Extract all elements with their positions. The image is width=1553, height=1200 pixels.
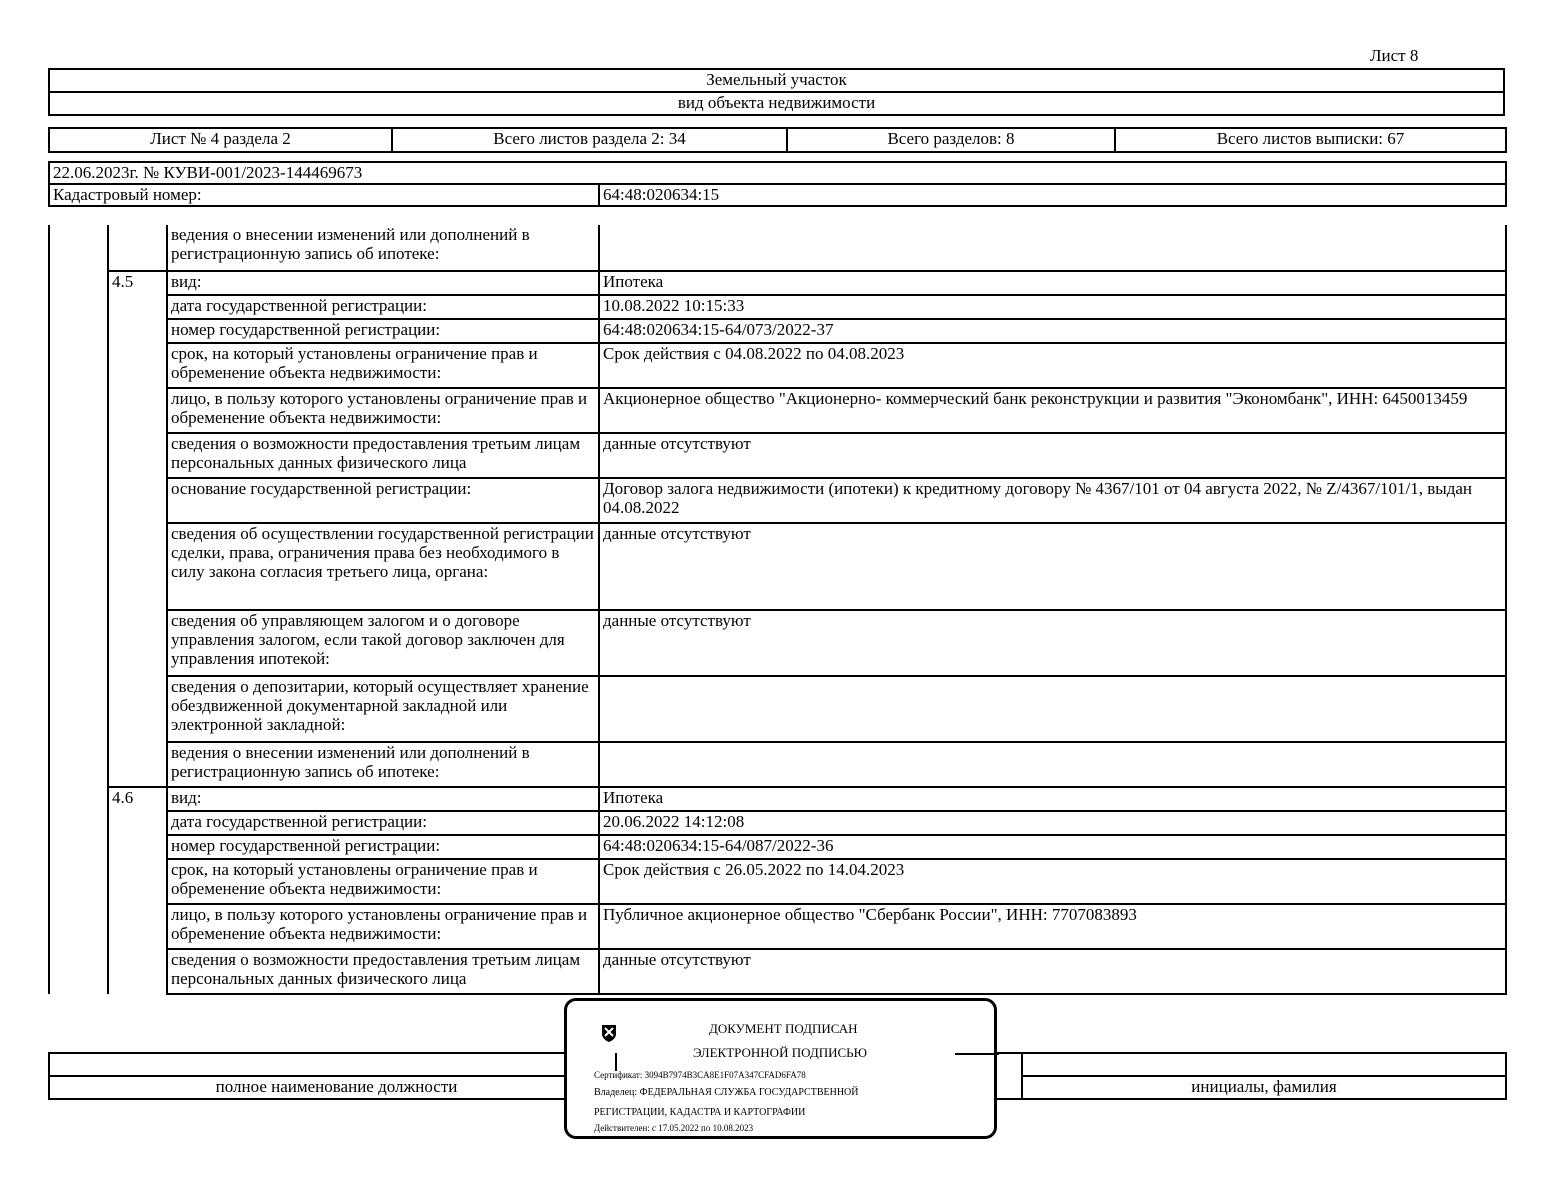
field-value: 10.08.2022 10:15:33 [599, 295, 1506, 319]
table-row [49, 295, 1506, 319]
field-label: сведения о возможности предоставления третьим лицам персональных данных физического лица [167, 433, 599, 478]
field-label: вид: [167, 787, 599, 811]
table-row [49, 388, 1506, 433]
table-row [49, 319, 1506, 343]
field-label: номер государственной регистрации: [167, 835, 599, 859]
table-row [49, 859, 1506, 904]
field-value: Срок действия с 26.05.2022 по 14.04.2023 [599, 859, 1506, 904]
stamp-validity: Действителен: с 17.05.2022 по 10.08.2023 [594, 1123, 754, 1133]
record-number: 4.6 [108, 787, 167, 994]
field-value [599, 225, 1506, 271]
table-row [49, 343, 1506, 388]
stamp-divider [955, 1053, 999, 1055]
outer-margin-cell [49, 225, 108, 271]
document-reference: 22.06.2023г. № КУВИ-001/2023-144469673 [49, 162, 1506, 184]
position-caption: полное наименование должности [49, 1076, 624, 1099]
stamp-owner-line1: Владелец: ФЕДЕРАЛЬНАЯ СЛУЖБА ГОСУДАРСТВЕННОЙ [594, 1087, 859, 1098]
field-label: вид: [167, 271, 599, 295]
record-number: 4.5 [108, 271, 167, 787]
field-value [599, 742, 1506, 787]
field-value: Ипотека [599, 271, 1506, 295]
table-row [49, 676, 1506, 742]
field-label: сведения о возможности предоставления третьим лицам персональных данных физического лица [167, 949, 599, 994]
table-row [49, 478, 1506, 523]
field-value: Акционерное общество "Акционерно- коммерческий банк реконструкции и развития "Экономбанк", ИНН: 6450013459 [599, 388, 1506, 433]
table-row [49, 433, 1506, 478]
table-row [49, 523, 1506, 610]
field-value: Публичное акционерное общество "Сбербанк России", ИНН: 7707083893 [599, 904, 1506, 949]
table-row [49, 271, 1506, 295]
stamp-title-line1: ДОКУМЕНТ ПОДПИСАН [709, 1021, 858, 1036]
field-label: номер государственной регистрации: [167, 319, 599, 343]
field-value: данные отсутствуют [599, 433, 1506, 478]
field-value [599, 676, 1506, 742]
field-label: срок, на который установлены ограничение прав и обременение объекта недвижимости: [167, 343, 599, 388]
document-reference-table [48, 161, 1507, 207]
field-value: данные отсутствуют [599, 523, 1506, 610]
field-label: срок, на который установлены ограничение прав и обременение объекта недвижимости: [167, 859, 599, 904]
object-type: Земельный участок [49, 69, 1504, 92]
object-type-header [48, 68, 1505, 116]
name-caption: инициалы, фамилия [1022, 1076, 1506, 1099]
sheet-info-table [48, 127, 1507, 153]
electronic-signature-stamp [564, 998, 997, 1139]
cadastral-number: 64:48:020634:15 [599, 184, 1506, 206]
field-label: дата государственной регистрации: [167, 295, 599, 319]
position-cell [49, 1053, 624, 1076]
encumbrance-rows [49, 225, 1506, 994]
sheet-of-section: Лист № 4 раздела 2 [49, 128, 392, 152]
outer-margin-cell [49, 787, 108, 994]
table-row [49, 949, 1506, 994]
encumbrance-table [48, 225, 1507, 995]
sections-total: Всего разделов: 8 [787, 128, 1115, 152]
table-row [49, 787, 1506, 811]
field-value: Договор залога недвижимости (ипотеки) к кредитному договору № 4367/101 от 04 августа 2022, № Z/4367/101/1, выдан 04.08.2022 [599, 478, 1506, 523]
table-row [49, 811, 1506, 835]
outer-margin-cell [49, 271, 108, 787]
field-label: основание государственной регистрации: [167, 478, 599, 523]
field-value: 20.06.2022 14:12:08 [599, 811, 1506, 835]
field-label: дата государственной регистрации: [167, 811, 599, 835]
field-value: 64:48:020634:15-64/087/2022-36 [599, 835, 1506, 859]
field-label: ведения о внесении изменений или дополнений в регистрационную запись об ипотеке: [167, 225, 599, 271]
stamp-divider [615, 1053, 617, 1071]
table-row [49, 904, 1506, 949]
field-value: Срок действия с 04.08.2022 по 04.08.2023 [599, 343, 1506, 388]
stamp-owner-line2: РЕГИСТРАЦИИ, КАДАСТРА И КАРТОГРАФИИ [594, 1107, 806, 1118]
field-label: сведения об управляющем залогом и о договоре управления залогом, если такой договор заключен для управления ипотекой: [167, 610, 599, 676]
field-value: данные отсутствуют [599, 949, 1506, 994]
object-kind-caption: вид объекта недвижимости [49, 92, 1504, 115]
field-label: ведения о внесении изменений или дополнений в регистрационную запись об ипотеке: [167, 742, 599, 787]
name-cell [1022, 1053, 1506, 1076]
section-sheets-total: Всего листов раздела 2: 34 [392, 128, 787, 152]
stamp-title-line2: ЭЛЕКТРОННОЙ ПОДПИСЬЮ [693, 1045, 867, 1060]
coat-of-arms-icon [599, 1023, 619, 1043]
field-label: сведения о депозитарии, который осуществляет хранение обездвиженной документарной закладной или электронной закладной: [167, 676, 599, 742]
table-row [49, 742, 1506, 787]
table-row [49, 225, 1506, 271]
field-label: сведения об осуществлении государственной регистрации сделки, права, ограничения права без необходимого в силу закона согласия третьего лица, органа: [167, 523, 599, 610]
table-row [49, 835, 1506, 859]
field-value: 64:48:020634:15-64/073/2022-37 [599, 319, 1506, 343]
field-label: лицо, в пользу которого установлены ограничение прав и обременение объекта недвижимости: [167, 904, 599, 949]
table-row [49, 610, 1506, 676]
field-value: Ипотека [599, 787, 1506, 811]
extract-sheets-total: Всего листов выписки: 67 [1115, 128, 1506, 152]
record-number [108, 225, 167, 271]
field-label: лицо, в пользу которого установлены ограничение прав и обременение объекта недвижимости: [167, 388, 599, 433]
sheet-number: Лист 8 [1370, 46, 1419, 65]
field-value: данные отсутствуют [599, 610, 1506, 676]
stamp-certificate: Сертификат: 3094B7974B3CA8E1F07A347CFAD6FA78 [594, 1070, 806, 1080]
cadastral-label: Кадастровый номер: [49, 184, 599, 206]
